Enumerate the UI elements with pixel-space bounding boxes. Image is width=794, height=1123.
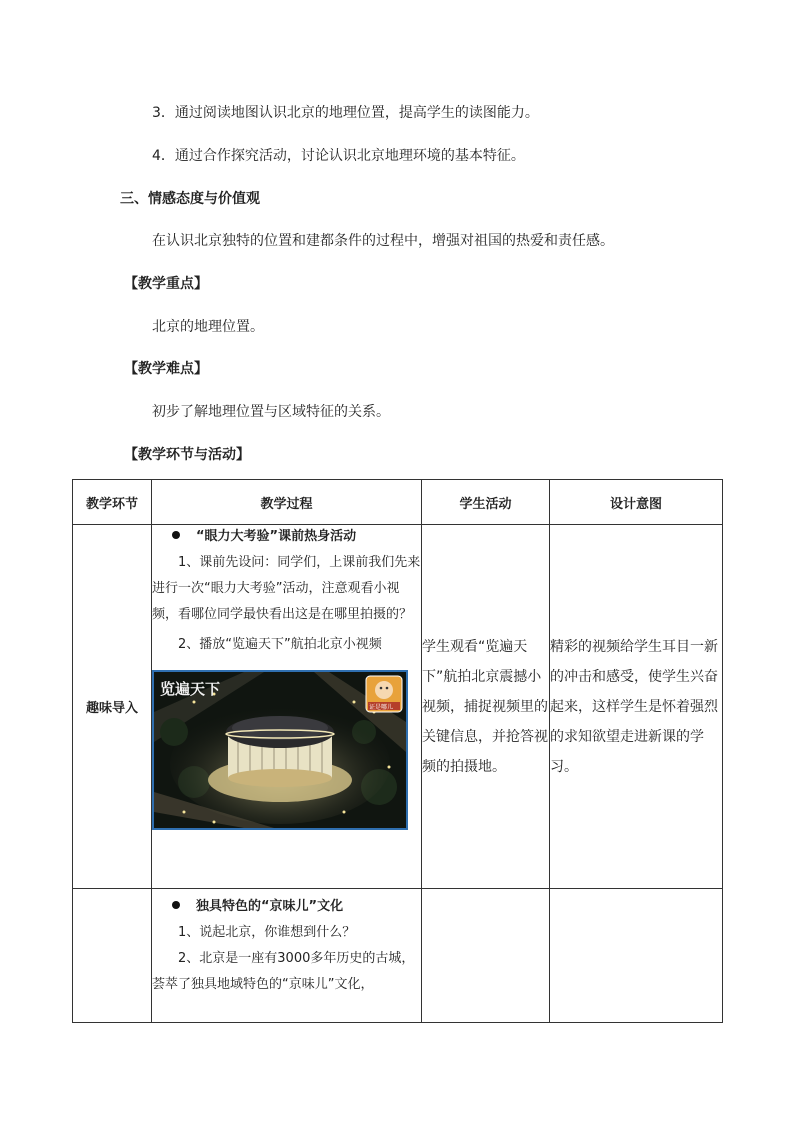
key-point-heading: 【教学重点】 <box>124 276 208 292</box>
process-step-1: 1、课前先设问：同学们，上课前我们先来进行一次“眼力大考验”活动，注意观看小视频，看哪位同学最快看出这是在哪里拍摄的？ <box>152 555 421 622</box>
process-step-2: 2、播放“览遍天下”航拍北京小视频 <box>178 637 382 652</box>
values-text: 在认识北京独特的位置和建都条件的过程中，增强对祖国的热爱和责任感。 <box>152 233 614 249</box>
difficulty-text: 初步了解地理位置与区域特征的关系。 <box>152 404 390 420</box>
bullet-text: “眼力大考验”课前热身活动 <box>196 529 357 544</box>
key-point-text: 北京的地理位置。 <box>152 319 264 335</box>
table-row <box>73 525 723 889</box>
lesson-activity-table <box>72 479 723 1023</box>
difficulty-heading: 【教学难点】 <box>124 361 208 377</box>
video-badge-icon <box>366 676 402 712</box>
design-intent-cell: 精彩的视频给学生耳目一新的冲击和感受，使学生兴奋起来，这样学生是怀着强烈的求知欲望走进新课的学习。 <box>550 525 723 889</box>
table-header-row <box>73 480 723 525</box>
process-cell <box>152 525 422 889</box>
video-badge-text: 证是哪儿 <box>369 704 394 711</box>
video-thumbnail[interactable] <box>152 670 408 830</box>
design-intent-cell <box>550 889 723 1023</box>
bullet-title <box>172 895 421 914</box>
stage-cell <box>73 889 152 1023</box>
header-design-intent: 设计意图 <box>550 480 723 525</box>
bullet-icon <box>172 531 180 539</box>
bullet-text: 独具特色的“京味儿”文化 <box>196 899 344 914</box>
header-student-activity: 学生活动 <box>422 480 550 525</box>
bullet-icon <box>172 901 180 909</box>
student-activity-cell <box>422 889 550 1023</box>
objective-item-3: 3．通过阅读地图认识北京的地理位置，提高学生的读图能力。 <box>152 105 539 121</box>
stage-cell: 趣味导入 <box>73 525 152 889</box>
aerial-city-illustration <box>154 672 406 828</box>
table-row <box>73 889 723 1023</box>
header-stage: 教学环节 <box>73 480 152 525</box>
student-activity-cell: 学生观看“览遍天下”航拍北京震撼小视频，捕捉视频里的关键信息，并抢答视频的拍摄地。 <box>422 525 550 889</box>
video-caption: 览遍天下 <box>160 680 221 698</box>
process-step-1: 1、说起北京，你谁想到什么？ <box>178 925 356 940</box>
header-process: 教学过程 <box>152 480 422 525</box>
values-heading: 三、情感态度与价值观 <box>120 191 260 207</box>
bullet-title <box>172 525 421 544</box>
process-step-2: 2、北京是一座有3000多年历史的古城，荟萃了独具地域特色的“京味儿”文化， <box>152 951 415 992</box>
objective-item-4: 4．通过合作探究活动，讨论认识北京地理环境的基本特征。 <box>152 148 525 164</box>
process-cell <box>152 889 422 1023</box>
activities-heading: 【教学环节与活动】 <box>124 447 250 463</box>
